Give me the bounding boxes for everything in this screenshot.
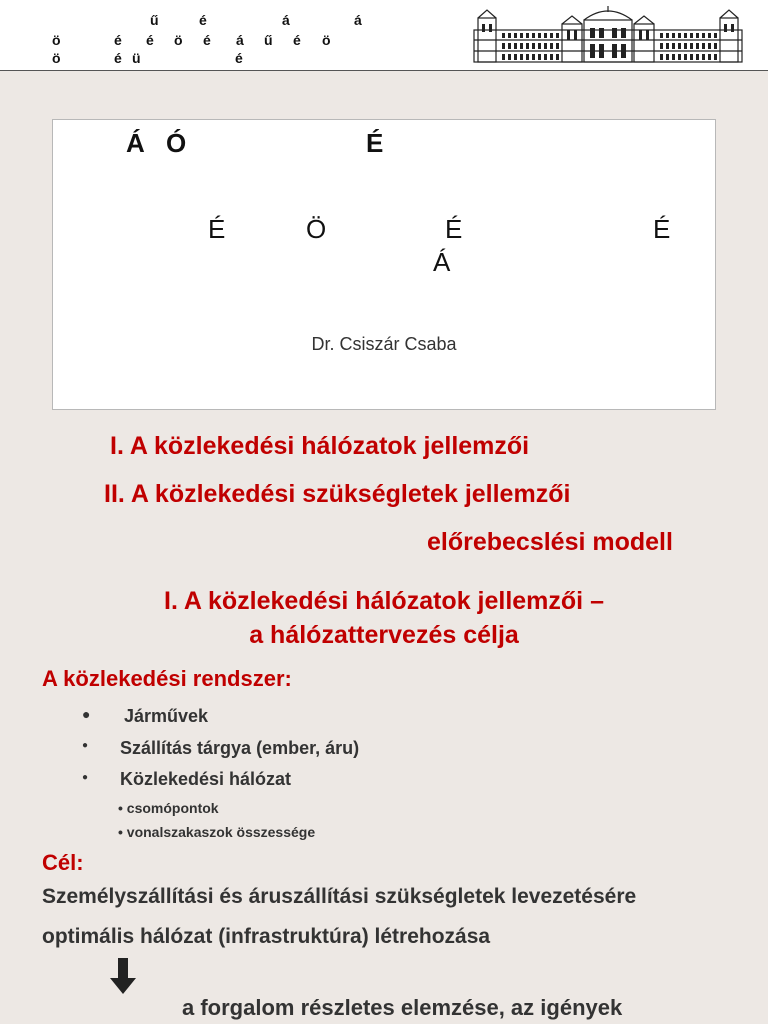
title-glyph: Á [433, 247, 451, 277]
goal-label: Cél: [42, 850, 84, 875]
toc-item-2: II. A közlekedési szükségletek jellemzői [104, 480, 571, 508]
header-glyph: é [114, 50, 122, 66]
goal-text-line-2: optimális hálózat (infrastruktúra) létrehozása [42, 925, 491, 948]
header-glyph: á [282, 12, 290, 28]
system-subheading: A közlekedési rendszer: [42, 666, 292, 691]
header-glyph: é [114, 32, 122, 48]
bullet-icon: ● [82, 772, 89, 783]
header-glyph: ű [150, 12, 159, 28]
author-name: Dr. Csiszár Csaba [311, 334, 457, 354]
title-glyph: Ó [166, 128, 187, 158]
university-building-icon [472, 4, 744, 66]
header-glyph: é [235, 50, 243, 66]
title-box [52, 119, 716, 410]
bullet-item: Szállítás tárgya (ember, áru) [120, 738, 360, 758]
title-glyph: Á [126, 128, 145, 158]
goal-text-line-1: Személyszállítási és áruszállítási szükségletek levezetésére [42, 885, 637, 908]
sub-bullet-item: • vonalszakaszok összessége [118, 824, 316, 840]
header-glyph: ö [52, 50, 61, 66]
toc-item-1: I. A közlekedési hálózatok jellemzői [110, 432, 530, 460]
header-glyph: ö [322, 32, 331, 48]
header-glyph: ű [264, 32, 273, 48]
title-glyph: Ö [306, 214, 327, 244]
header-line-3 [0, 50, 420, 68]
result-text-line: a forgalom részletes elemzése, az igények [182, 995, 623, 1020]
header-glyph: á [236, 32, 244, 48]
section-title-line-2: a hálózattervezés célja [249, 621, 519, 649]
header-glyph: ö [52, 32, 61, 48]
header-glyph: ü [132, 50, 141, 66]
bullet-icon: ● [82, 706, 91, 722]
bullet-icon: ● [82, 740, 89, 751]
title-glyph: É [208, 214, 226, 244]
sub-bullet-item: • csomópontok [118, 800, 219, 816]
header-line-2 [0, 32, 420, 50]
bullet-item: Járművek [124, 706, 209, 726]
title-glyph: É [653, 214, 671, 244]
header-glyph: é [199, 12, 207, 28]
header-glyph: é [203, 32, 211, 48]
header-line-1 [0, 12, 420, 30]
header-glyph: é [293, 32, 301, 48]
header-glyph: é [146, 32, 154, 48]
arrow-down-icon [110, 958, 136, 994]
title-glyph: É [445, 214, 463, 244]
section-title-line-1: I. A közlekedési hálózatok jellemzői – [164, 587, 604, 615]
header-glyph: á [354, 12, 362, 28]
title-glyph: É [366, 128, 384, 158]
toc-item-3: előrebecslési modell [427, 528, 673, 556]
bullet-item: Közlekedési hálózat [120, 769, 292, 789]
page-header [0, 0, 768, 71]
header-glyph: ö [174, 32, 183, 48]
